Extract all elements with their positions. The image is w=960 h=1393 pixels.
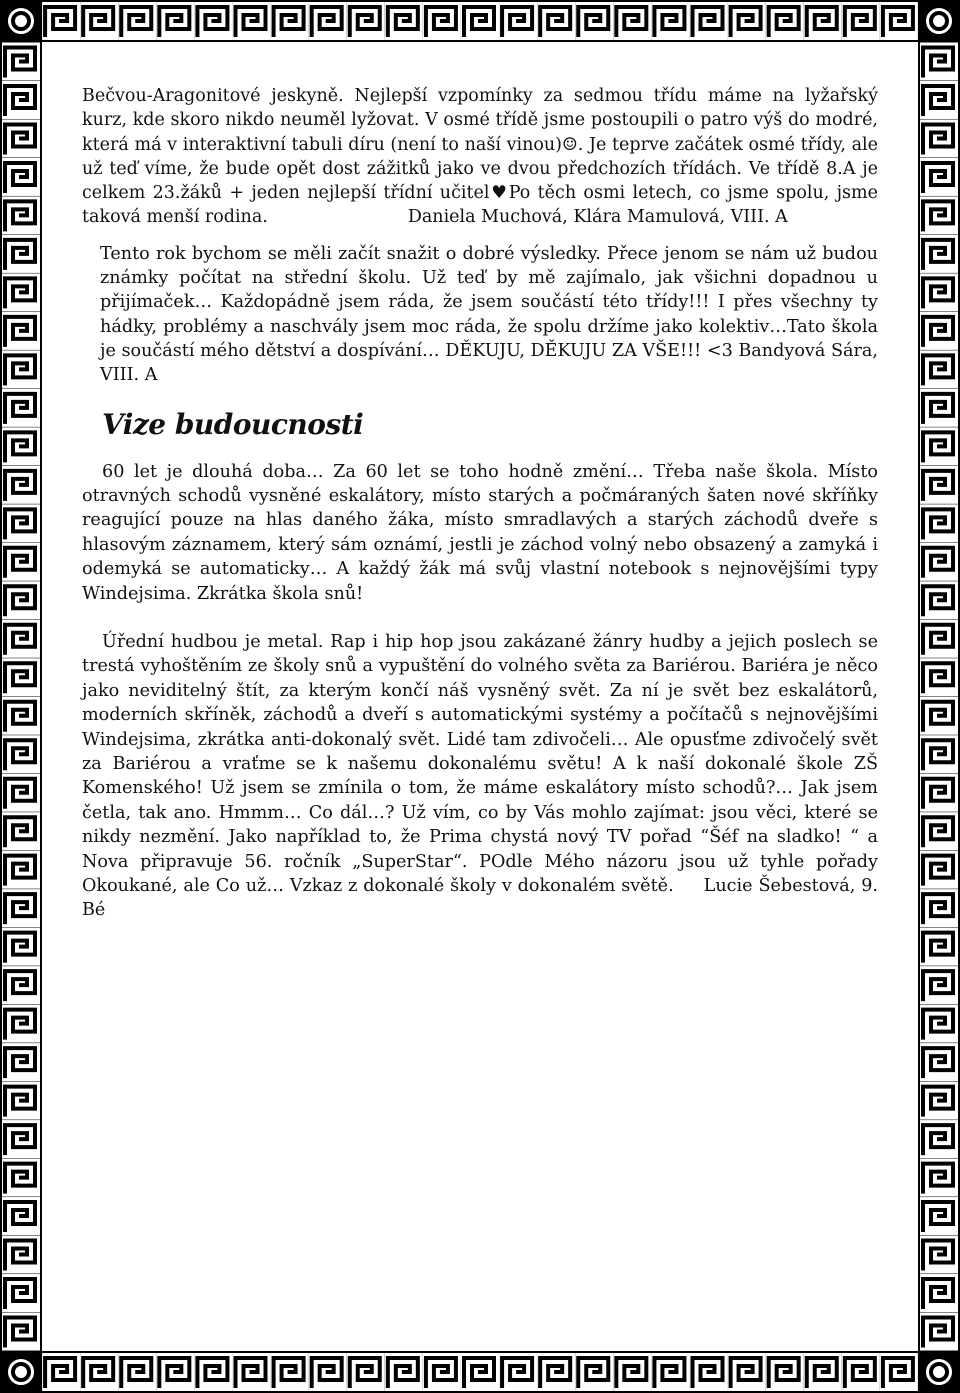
- section-heading: Vize budoucnosti: [102, 407, 364, 441]
- heart-icon: ♥: [489, 183, 509, 204]
- smiley-icon: ☺: [562, 134, 578, 155]
- paragraph-class-8a: [82, 84, 878, 230]
- paragraph-text: Po těch osmi letech, co jsme spolu, jsme taková menší rodina.: [82, 183, 878, 228]
- author-signature: Lucie Šebestová, 9. Bé: [82, 876, 878, 921]
- paragraph-vision: 60 let je dlouhá doba… Za 60 let se toho hodně změní… Třeba naše škola. Místo otravných schodů vysněné eskalátory, místo starých a počmáraných šaten nové skříňky reagující pouze na hlas daného žáka, místo smradlavých a starých záchodů dveře s hlasovým záznamem, který sám oznámí, jestli je záchod volný nebo obsazený a zamyká i odemyká se automaticky… A každý žák má svůj vlastní notebook s nejnovějšími typy Windejsima. Zkrátka škola snů!: [82, 461, 878, 604]
- paragraph-text: Bečvou-Aragonitové jeskyně. Nejlepší vzpomínky za sedmou třídu máme na lyžařský kurz, kde skoro nikdo neuměl lyžovat. V osmé třídě jsme postoupili o patro výš do modré, která má v interaktivní tabuli díru (není to naší vinou): [82, 86, 878, 155]
- author-signature: Daniela Muchová, Klára Mamulová, VIII. A: [407, 207, 788, 228]
- paragraph-bandyova: Tento rok bychom se měli začít snažit o dobré výsledky. Přece jenom se nám už budou známky počítat na střední školu. Už teď by mě zajímalo, jak všichni dopadnou u přijímaček… Každopádně jsem ráda, že jsem součástí této třídy!!! I přes všechny ty hádky, problémy a naschvály jsem moc ráda, že spolu držíme jako kolektiv…Tato škola je součástí mého dětství a dospívání… DĚKUJU, DĚKUJU ZA VŠE!!! <3 Bandyová Sára, VIII. A: [100, 243, 878, 386]
- paragraph-music: [82, 630, 878, 923]
- paragraph-text: . Je teprve začátek osmé třídy, ale už teď víme, že bude opět dost zážitků jako ve dvou předchozích třídách. Ve třídě 8.A je celkem 23.žáků + jeden nejlepší třídní učitel: [82, 134, 878, 204]
- article: [82, 84, 878, 923]
- paragraph-text: Úřední hudbou je metal. Rap i hip hop jsou zakázané žánry hudby a jejich poslech se trestá vyhoštěním ze školy snů a vypuštění do volného světa za Bariérou. Bariéra je něco jako neviditelný štít, za kterým končí náš vysněný svět. Za ní je svět bez eskalátorů, moderních skříněk, záchodů a dveří s automatickými systémy a počítačů s nejnovějšími Windejsima, zkrátka anti-dokonalý svět. Lidé tam zdivočeli… Ale opusťme zdivočelý svět za Bariérou a vraťme se k našemu dokonalému světu! A k naší dokonalé škole ZŠ Komenského! Už jsem se zmínila o tom, že máme eskalátory místo schodů?… Jak jsem četla, tak ano. Hmmm… Co dál…? Už vím, co by Vás mohlo zajímat: jsou věci, které se nikdy nezmění. Jako například to, že Prima chystá nový TV pořad “Šéf na sladko! “ a Nova připravuje 56. ročník „SuperStar“. POdle Mého názoru jsou už tyhle pořady Okoukané, ale Co už… Vzkaz z dokonalé školy v dokonalém světě.: [82, 632, 878, 897]
